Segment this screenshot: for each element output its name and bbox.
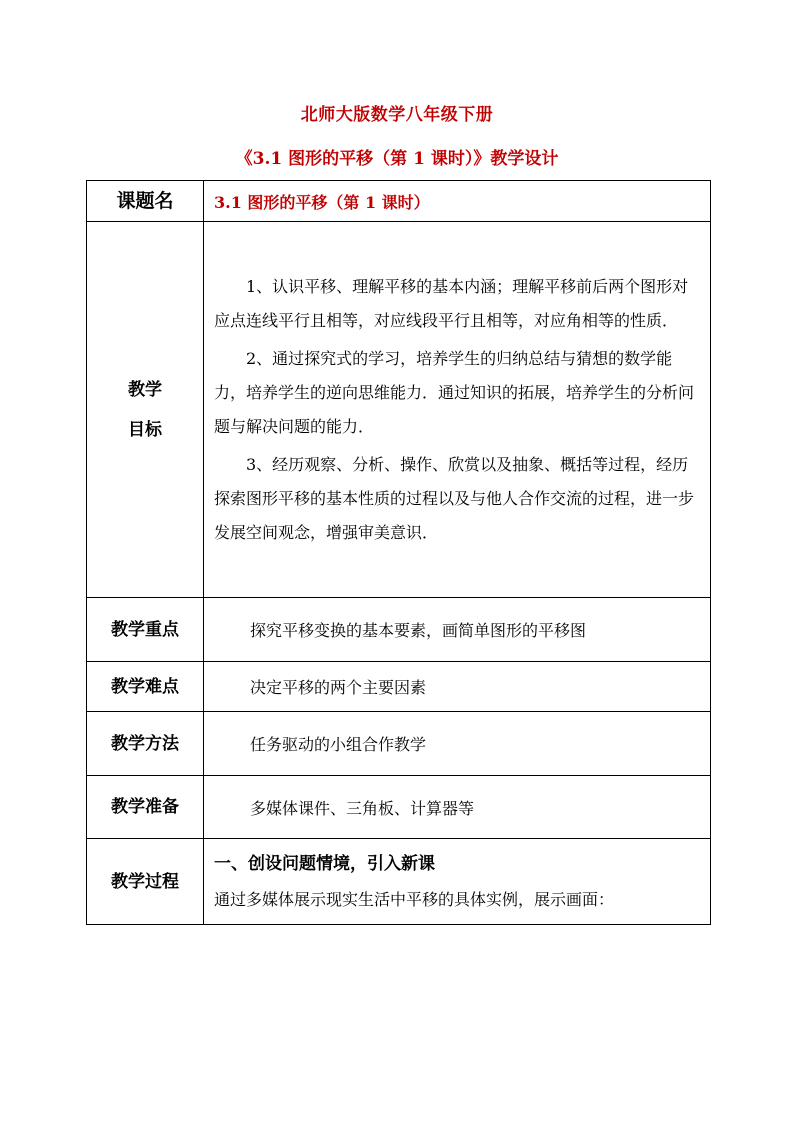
process-text: 通过多媒体展示现实生活中平移的具体实例，展示画面： [214, 889, 615, 909]
key-points-label: 教学重点 [87, 598, 204, 662]
difficulties-cell [204, 662, 711, 712]
objectives-content [204, 222, 711, 598]
topic-label: 课题名 [87, 181, 204, 222]
process-heading: 一、创设问题情境，引入新课 [214, 853, 435, 874]
process-label: 教学过程 [87, 839, 204, 925]
table-row-process [87, 839, 711, 925]
document-title: 北师大版数学八年级下册 [300, 105, 494, 125]
key-points-cell [204, 598, 711, 662]
objective-item-3: 3、经历观察、分析、操作、欣赏以及抽象、概括等过程，经历探索图形平移的基本性质的过程以及与他人合作交流的过程，进一步发展空间观念，增强审美意识． [214, 454, 695, 542]
objectives-label [87, 222, 204, 598]
difficulties-label: 教学难点 [87, 662, 204, 712]
table-row-key-points [87, 598, 711, 662]
objective-item-2: 2、通过探究式的学习，培养学生的归纳总结与猜想的数学能力，培养学生的逆向思维能力．通过知识的拓展，培养学生的分析问题与解决问题的能力． [214, 348, 695, 436]
table-row-difficulties [87, 662, 711, 712]
key-points-value: 探究平移变换的基本要素，画简单图形的平移图 [250, 621, 587, 640]
table-row-topic [87, 181, 711, 222]
lesson-plan-table [86, 180, 711, 925]
objectives-label-line2: 目标 [128, 419, 162, 440]
table-row-objectives [87, 222, 711, 598]
objectives-label-line1: 教学 [128, 379, 162, 400]
preparation-value: 多媒体课件、三角板、计算器等 [250, 798, 475, 818]
preparation-cell [204, 776, 711, 839]
method-value: 任务驱动的小组合作教学 [250, 735, 427, 754]
topic-value-cell [204, 181, 711, 222]
method-cell [204, 712, 711, 776]
preparation-label: 教学准备 [87, 776, 204, 839]
difficulties-value: 决定平移的两个主要因素 [250, 678, 427, 697]
topic-value: 3.1 图形的平移（第 1 课时） [214, 192, 430, 212]
method-label: 教学方法 [87, 712, 204, 776]
table-row-method [87, 712, 711, 776]
objective-item-1: 1、认识平移、理解平移的基本内涵；理解平移前后两个图形对应点连线平行且相等，对应线段平行且相等，对应角相等的性质． [214, 276, 689, 330]
table-row-preparation [87, 776, 711, 839]
process-cell [204, 839, 711, 925]
document-subtitle: 《3.1 图形的平移（第 1 课时）》教学设计 [235, 149, 559, 169]
